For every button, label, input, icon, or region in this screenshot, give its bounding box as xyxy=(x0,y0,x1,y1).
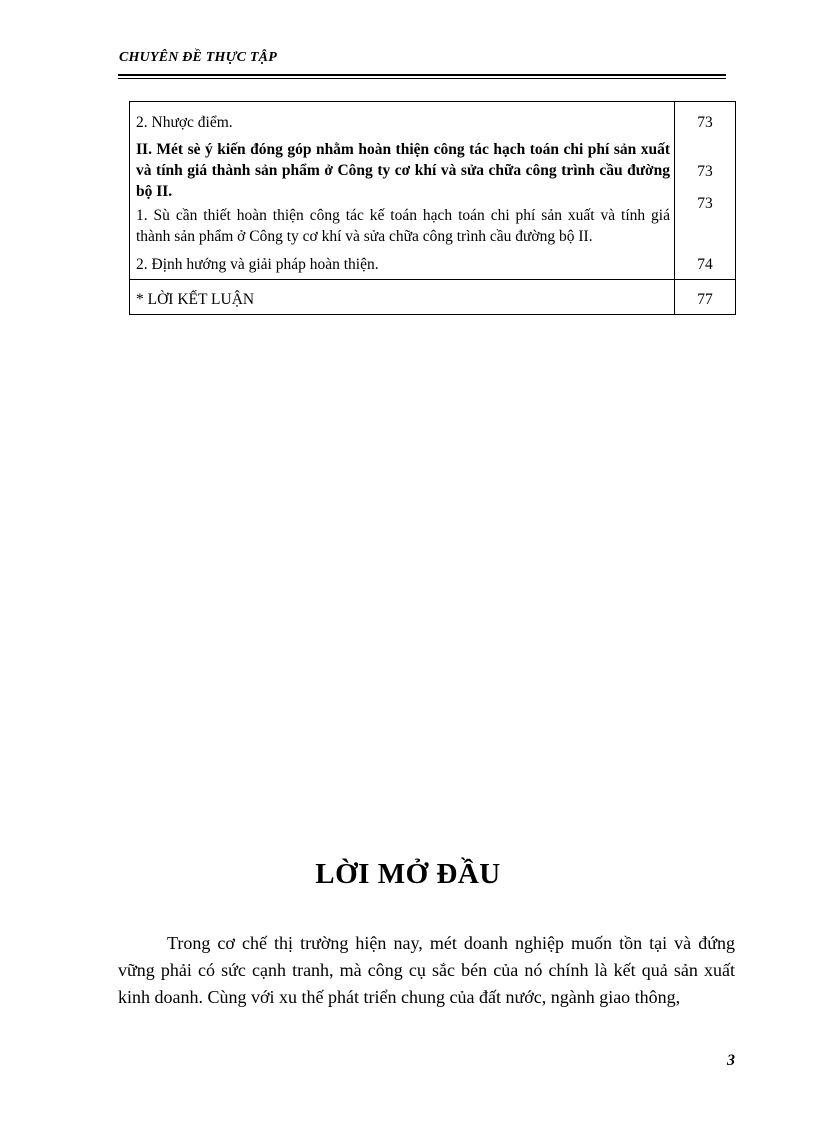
header-title: CHUYÊN ĐỀ THỰC TẬP xyxy=(119,50,277,65)
toc-entry: II. Mét sè ý kiến đóng góp nhằm hoàn thiện công tác hạch toán chi phí sản xuất và tính giá thành sản phẩm ở Công ty cơ khí và sửa chữa công trình cầu đường bộ II. xyxy=(136,141,670,200)
toc-entry: 2. Nhược điểm. xyxy=(136,114,233,131)
header-rule-thick xyxy=(118,74,726,76)
toc-page-number: 73 xyxy=(697,163,713,180)
toc-page-number: 73 xyxy=(697,114,713,131)
table-of-contents xyxy=(129,101,736,315)
toc-main-row xyxy=(130,102,736,280)
toc-conclusion-label: * LỜI KẾT LUẬN xyxy=(130,280,675,315)
toc-conclusion-row xyxy=(130,280,736,315)
toc-conclusion-page: 77 xyxy=(675,280,736,315)
toc-entry: 1. Sù cần thiết hoàn thiện công tác kế toán hạch toán chi phí sản xuất và tính giá thành sản phẩm ở Công ty cơ khí và sửa chữa công trình cầu đường bộ II. xyxy=(136,207,670,245)
toc-entry: 2. Định hướng và giải pháp hoàn thiện. xyxy=(136,256,379,273)
toc-page-number: 74 xyxy=(697,256,713,273)
toc-page-number: 73 xyxy=(697,195,713,212)
page-number: 3 xyxy=(727,1052,735,1069)
toc-entries-cell xyxy=(130,102,675,280)
header-rule-thin xyxy=(118,78,726,79)
intro-paragraph: Trong cơ chế thị trường hiện nay, mét doanh nghiệp muốn tồn tại và đứng vững phải có sức cạnh tranh, mà công cụ sắc bén của nó chính là kết quả sản xuất kinh doanh. Cùng với xu thế phát triển chung của đất nước, ngành giao thông, xyxy=(118,933,735,1007)
section-title: LỜI MỞ ĐẦU xyxy=(315,858,501,890)
toc-pages-cell xyxy=(675,102,736,280)
